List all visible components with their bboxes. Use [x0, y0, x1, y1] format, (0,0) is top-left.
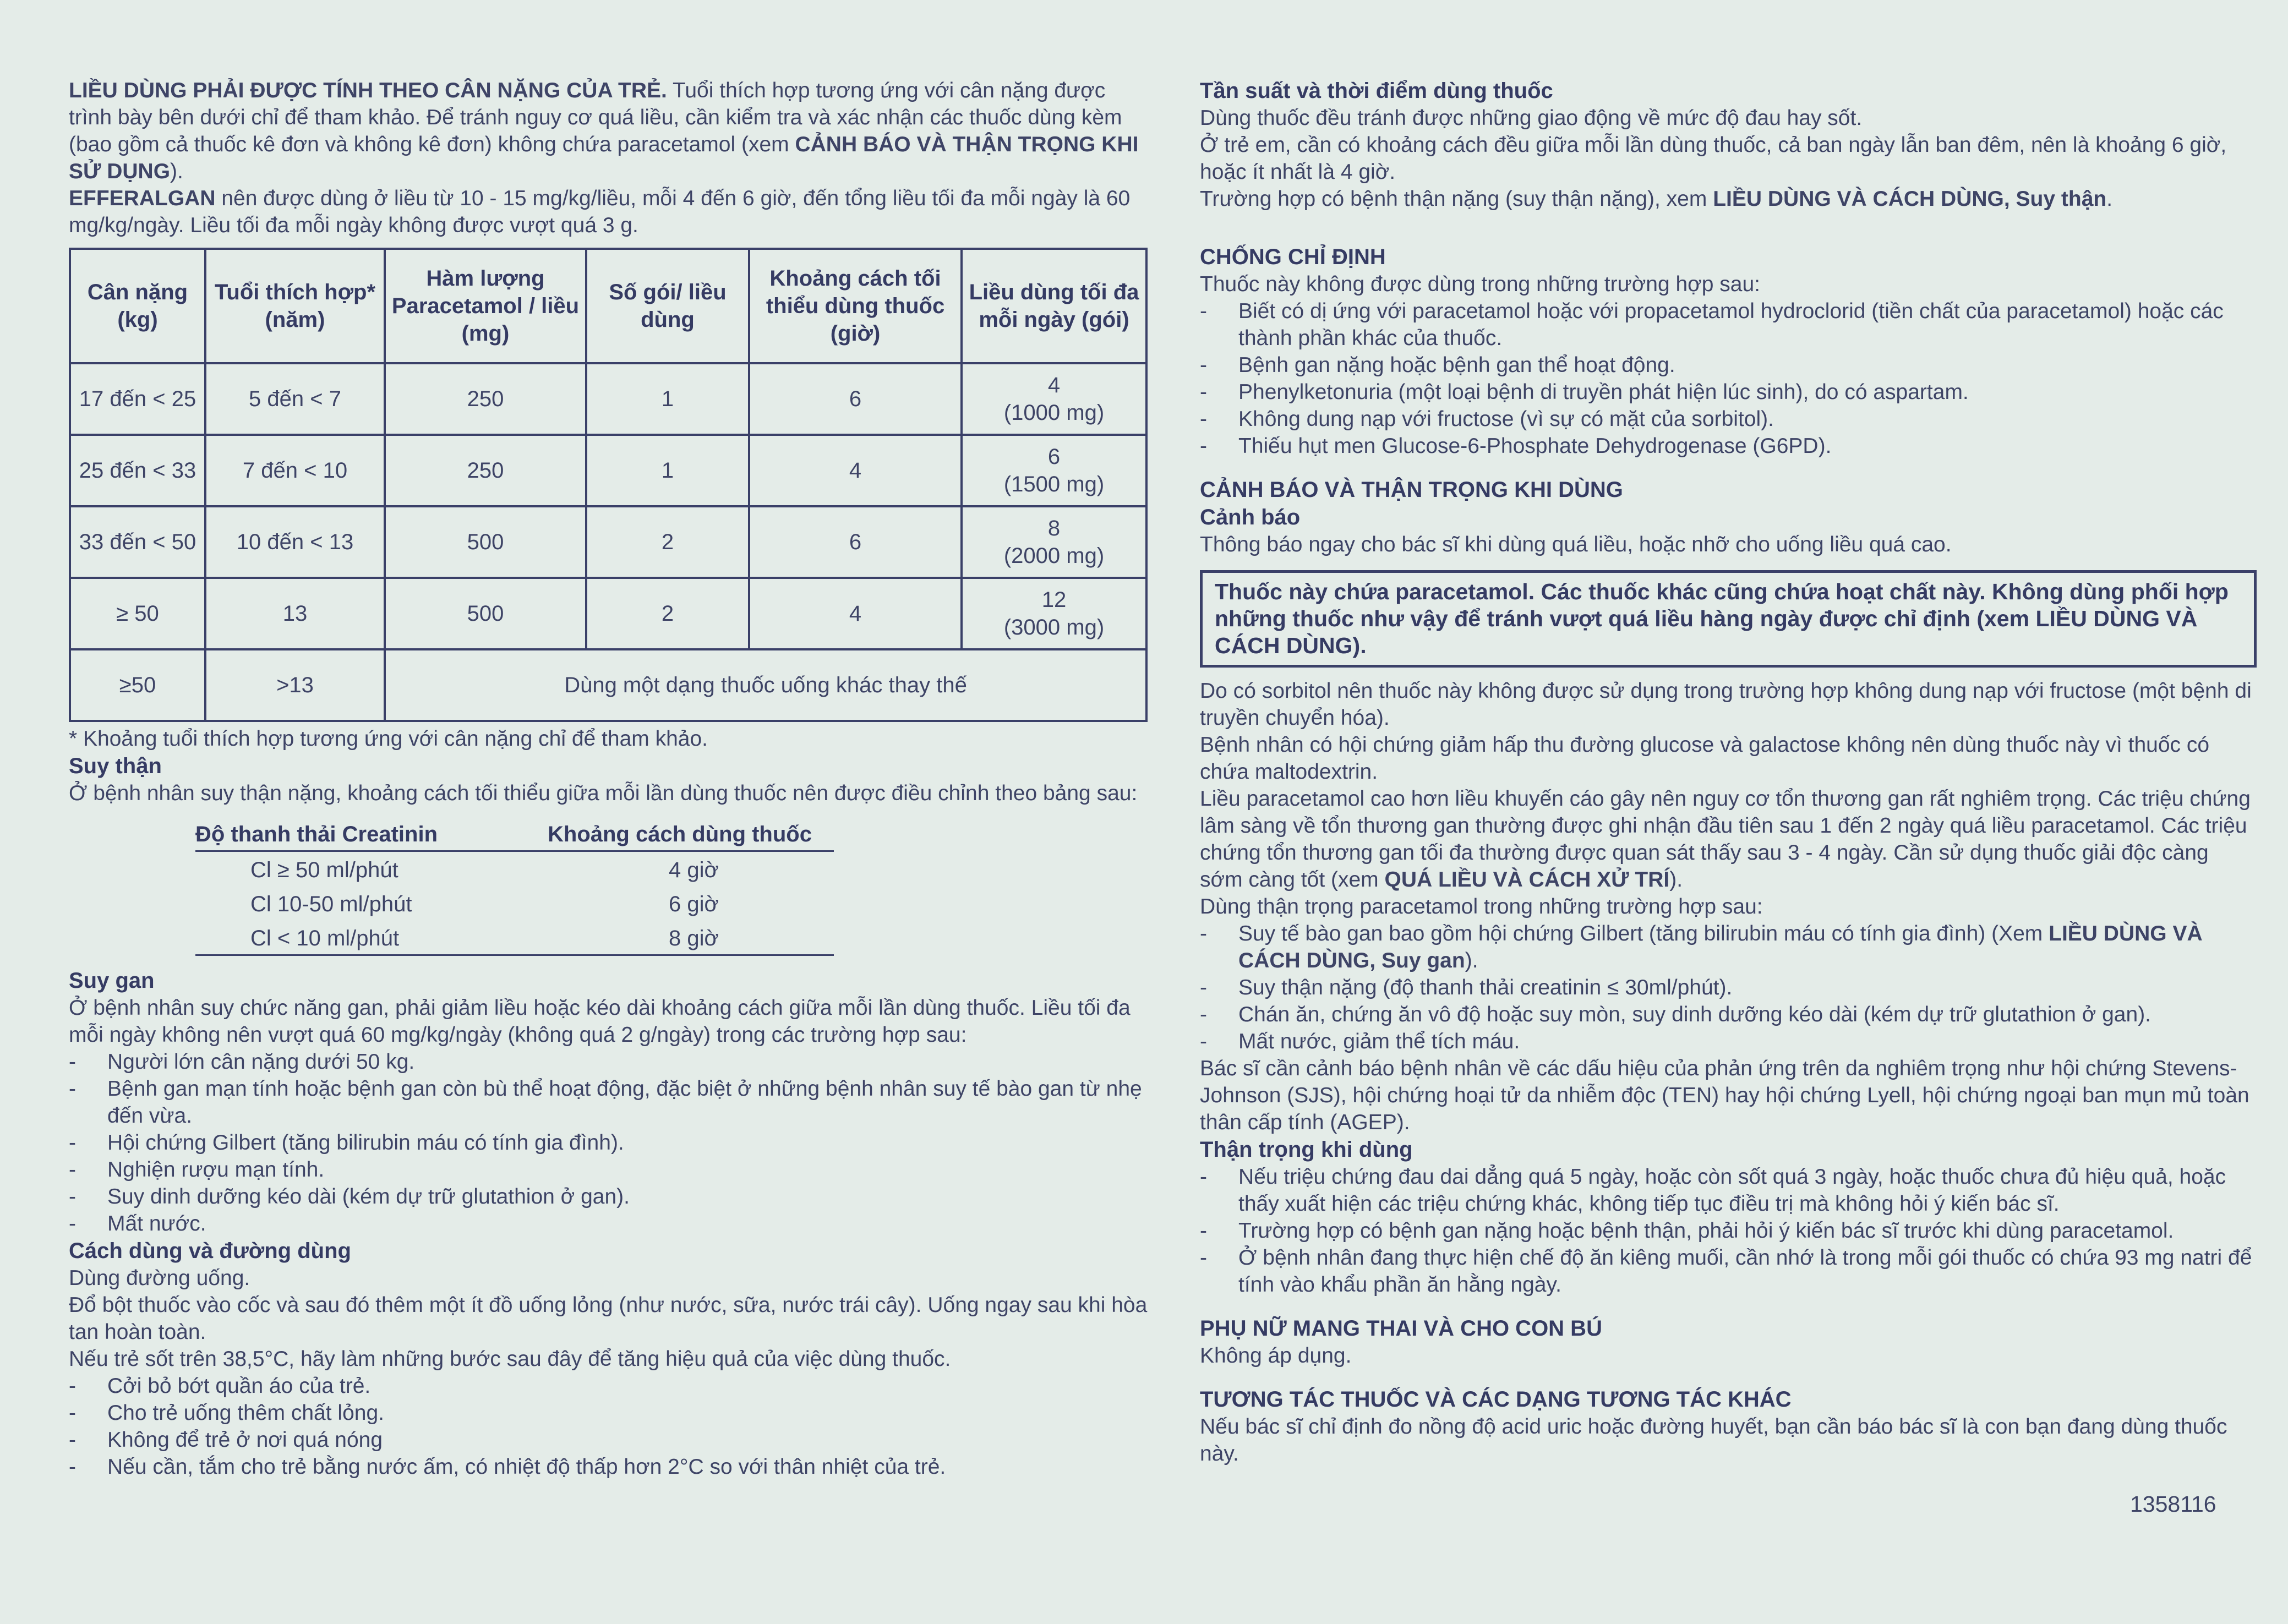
cell-age: >13 — [205, 649, 385, 721]
pregnancy-title: PHỤ NỮ MANG THAI VÀ CHO CON BÚ — [1200, 1316, 1602, 1341]
right-column — [1200, 77, 2257, 1467]
contra-title: CHỐNG CHỈ ĐỊNH — [1200, 245, 1386, 269]
list-item: - Cởi bỏ bớt quần áo của trẻ. — [69, 1373, 1148, 1399]
header-clearance: Độ thanh thải Creatinin — [195, 820, 548, 851]
list-item-text: Cho trẻ uống thêm chất lỏng. — [107, 1401, 384, 1425]
max-mg: (1000 mg) — [1003, 401, 1105, 425]
list-item: - Suy tế bào gan bao gồm hội chứng Gilbert (tăng bilirubin máu có tính gia đình) (Xem LIỀU DÙNG VÀ CÁCH DÙNG, Suy gan). — [1200, 920, 2257, 974]
list-item: - Hội chứng Gilbert (tăng bilirubin máu có tính gia đình). — [69, 1129, 1148, 1156]
usage-line1: Dùng đường uống. — [69, 1266, 250, 1290]
cell-max-daily — [962, 578, 1146, 649]
cell-strength: 500 — [385, 578, 586, 649]
cell-sachets: 1 — [586, 435, 749, 506]
caution-title: Thận trọng khi dùng — [1200, 1138, 1413, 1162]
cell-clearance: Cl < 10 ml/phút — [195, 920, 548, 955]
list-item-text: Bệnh gan mạn tính hoặc bệnh gan còn bù thể hoạt động, đặc biệt ở những bệnh nhân suy tế bào gan từ nhẹ đến vừa. — [107, 1077, 1142, 1128]
usage-line3: Nếu trẻ sốt trên 38,5°C, hãy làm những bước sau đây để tăng hiệu quả của việc dùng thuốc. — [69, 1347, 951, 1371]
cell-sachets: 1 — [586, 363, 749, 435]
efferalgan-paragraph — [69, 185, 1148, 239]
cell-interval: 6 — [749, 506, 962, 578]
cell-clearance: Cl ≥ 50 ml/phút — [250, 858, 398, 882]
item1-end: ). — [1465, 949, 1478, 972]
warnings-para2: Bệnh nhân có hội chứng giảm hấp thu đường glucose và galactose không nên dùng thuốc này vì thuốc có chứa maltodextrin. — [1200, 733, 2210, 784]
max-mg: (3000 mg) — [1003, 615, 1105, 639]
max-sachets: 12 — [1041, 588, 1067, 612]
cell-weight: 33 đến < 50 — [70, 506, 205, 578]
header-max-daily: Liều dùng tối đa mỗi ngày (gói) — [962, 249, 1146, 363]
warnings-line1: Thông báo ngay cho bác sĩ khi dùng quá liều, hoặc nhỡ cho uống liều quá cao. — [1200, 533, 1952, 556]
warnings-title: CẢNH BÁO VÀ THẬN TRỌNG KHI DÙNG — [1200, 478, 1623, 502]
list-item-text: Suy dinh dưỡng kéo dài (kém dự trữ glutathion ở gan). — [107, 1185, 630, 1209]
frequency-line1: Dùng thuốc đều tránh được những giao động về mức độ đau hay sốt. — [1200, 106, 1863, 130]
max-mg: (2000 mg) — [1003, 544, 1105, 568]
creatinine-header — [195, 820, 834, 851]
document-code: 1358116 — [2130, 1491, 2216, 1517]
intro-lead: LIỀU DÙNG PHẢI ĐƯỢC TÍNH THEO CÂN NẶNG CỦA TRẺ. — [69, 79, 667, 102]
list-item-text: Suy thận nặng (độ thanh thải creatinin ≤ 30ml/phút). — [1238, 976, 1733, 999]
list-item-text: Mất nước. — [107, 1212, 206, 1235]
list-item: - Suy thận nặng (độ thanh thải creatinin ≤ 30ml/phút). — [1200, 974, 2257, 1001]
list-item: - Người lớn cân nặng dưới 50 kg. — [69, 1048, 1148, 1075]
list-item-text: Nếu triệu chứng đau dai dẳng quá 5 ngày, hoặc còn sốt quá 3 ngày, hoặc thuốc chưa đủ hiệu quả, hoặc thấy xuất hiện các triệu chứng khác, không tiếp tục điều trị mà không hỏi ý kiến bác sĩ. — [1238, 1165, 2226, 1216]
cell-strength: 250 — [385, 363, 586, 435]
list-item-text: Mất nước, giảm thể tích máu. — [1238, 1030, 1520, 1053]
cell-weight: ≥ 50 — [70, 578, 205, 649]
header-strength: Hàm lượng Paracetamol / liều (mg) — [385, 249, 586, 363]
usage-line2: Đổ bột thuốc vào cốc và sau đó thêm một ít đồ uống lỏng (như nước, sữa, nước trái cây). Uống ngay sau khi hòa tan hoàn toàn. — [69, 1293, 1148, 1344]
list-item-text: Nghiện rượu mạn tính. — [107, 1158, 325, 1182]
product-name: EFFERALGAN — [69, 187, 216, 210]
table-row — [70, 578, 1146, 649]
intro-paragraph — [69, 77, 1148, 185]
list-item-text: Người lớn cân nặng dưới 50 kg. — [107, 1050, 415, 1074]
table-row — [195, 920, 834, 955]
list-item: - Nếu cần, tắm cho trẻ bằng nước ấm, có nhiệt độ thấp hơn 2°C so với thân nhiệt của trẻ. — [69, 1453, 1148, 1480]
frequency-ref-end: . — [2106, 187, 2113, 211]
efferalgan-text: nên được dùng ở liều từ 10 - 15 mg/kg/liều, mỗi 4 đến 6 giờ, đến tổng liều tối đa mỗi ngày là 60 mg/kg/ngày. Liều tối đa mỗi ngày không được vượt quá 3 g. — [69, 187, 1131, 237]
list-item-text: Không dung nạp với fructose (vì sự có mặt của sorbitol). — [1238, 407, 1774, 431]
warnings-para1: Do có sorbitol nên thuốc này không được sử dụng trong trường hợp không dung nạp với fructose (một bệnh di truyền chuyển hóa). — [1200, 679, 2252, 730]
item1-text: Suy tế bào gan bao gồm hội chứng Gilbert (tăng bilirubin máu có tính gia đình) (Xem — [1238, 922, 2049, 945]
creatinine-table — [195, 820, 834, 956]
cell-interval: 6 — [749, 363, 962, 435]
dosage-table-header — [70, 249, 1146, 363]
cell-max-daily — [962, 363, 1146, 435]
cell-max-daily — [962, 435, 1146, 506]
list-item: - Thiếu hụt men Glucose-6-Phosphate Dehydrogenase (G6PD). — [1200, 433, 2257, 460]
cell-alternative: Dùng một dạng thuốc uống khác thay thế — [385, 649, 1146, 721]
intro-ref: CẢNH BÁO VÀ THẬN TRỌNG KHI SỬ DỤNG — [69, 133, 1139, 183]
cell-age: 10 đến < 13 — [205, 506, 385, 578]
list-item: - Nghiện rượu mạn tính. — [69, 1156, 1148, 1183]
cell-max-daily — [962, 506, 1146, 578]
frequency-ref: LIỀU DÙNG VÀ CÁCH DÙNG, Suy thận — [1713, 187, 2107, 211]
list-item: - Suy dinh dưỡng kéo dài (kém dự trữ glutathion ở gan). — [69, 1183, 1148, 1210]
list-item-text: Hội chứng Gilbert (tăng bilirubin máu có tính gia đình). — [107, 1131, 624, 1155]
intro-ref-end: ). — [170, 160, 183, 183]
list-item: - Nếu triệu chứng đau dai dẳng quá 5 ngày, hoặc còn sốt quá 3 ngày, hoặc thuốc chưa đủ hiệu quả, hoặc thấy xuất hiện các triệu chứng khác, không tiếp tục điều trị mà không hỏi ý kiến bác sĩ. — [1200, 1163, 2257, 1217]
cell-weight: 25 đến < 33 — [70, 435, 205, 506]
max-sachets: 4 — [1047, 373, 1061, 397]
header-dosing-interval: Khoảng cách dùng thuốc — [548, 820, 834, 851]
renal-title: Suy thận — [69, 754, 162, 778]
intro-text: Tuổi thích hợp tương ứng với cân nặng được trình bày bên dưới chỉ để tham khảo. Để tránh nguy cơ quá liều, cần kiểm tra và xác nhận các thuốc dùng kèm (bao gồm cả thuốc kê đơn và không kê đơn) không chứa paracetamol (xem — [69, 79, 1122, 156]
hepatic-title: Suy gan — [69, 969, 155, 993]
list-item: - Không dung nạp với fructose (vì sự có mặt của sorbitol). — [1200, 406, 2257, 433]
list-item-text: Biết có dị ứng với paracetamol hoặc với propacetamol hydroclorid (tiền chất của paracetamol) hoặc các thành phần khác của thuốc. — [1238, 299, 2224, 350]
list-item: - Phenylketonuria (một loại bệnh di truyền phát hiện lúc sinh), do có aspartam. — [1200, 379, 2257, 406]
cell-sachets: 2 — [586, 506, 749, 578]
list-item-text: Không để trẻ ở nơi quá nóng — [107, 1428, 383, 1452]
cell-age: 7 đến < 10 — [205, 435, 385, 506]
table-row — [195, 886, 834, 920]
warnings-subtitle: Cảnh báo — [1200, 505, 1301, 529]
hepatic-text: Ở bệnh nhân suy chức năng gan, phải giảm liều hoặc kéo dài khoảng cách giữa mỗi lần dùng thuốc. Liều tối đa mỗi ngày không nên vượt quá 60 mg/kg/ngày (không quá 2 g/ngày) trong các trường hợp sau: — [69, 996, 1131, 1047]
list-item: - Ở bệnh nhân đang thực hiện chế độ ăn kiêng muối, cần nhớ là trong mỗi gói thuốc có chứa 93 mg natri để tính vào khẩu phần ăn hằng ngày. — [1200, 1244, 2257, 1298]
table-footnote: * Khoảng tuổi thích hợp tương ứng với cân nặng chỉ để tham khảo. — [69, 727, 708, 751]
list-item-text: Trường hợp có bệnh gan nặng hoặc bệnh thận, phải hỏi ý kiến bác sĩ trước khi dùng paracetamol. — [1238, 1219, 2174, 1243]
cell-strength: 250 — [385, 435, 586, 506]
frequency-line3 — [1200, 185, 2257, 212]
frequency-title: Tần suất và thời điểm dùng thuốc — [1200, 79, 1553, 103]
list-item-text: Cởi bỏ bớt quần áo của trẻ. — [107, 1374, 371, 1398]
dosage-table — [69, 248, 1148, 722]
list-item-text: Chán ăn, chứng ăn vô độ hoặc suy mòn, suy dinh dưỡng kéo dài (kém dự trữ glutathion ở gan). — [1238, 1003, 2152, 1026]
cell-weight: 17 đến < 25 — [70, 363, 205, 435]
list-item: - Bệnh gan nặng hoặc bệnh gan thể hoạt động. — [1200, 352, 2257, 379]
list-item-text — [1238, 920, 2257, 974]
header-age: Tuổi thích hợp* (năm) — [205, 249, 385, 363]
warnings-para3 — [1200, 785, 2257, 893]
list-item-text: Bệnh gan nặng hoặc bệnh gan thể hoạt động. — [1238, 353, 1675, 377]
list-item-text: Phenylketonuria (một loại bệnh di truyền phát hiện lúc sinh), do có aspartam. — [1238, 380, 1969, 404]
list-item: - Mất nước. — [69, 1210, 1148, 1237]
warnings-para5: Bác sĩ cần cảnh báo bệnh nhân về các dấu hiệu của phản ứng trên da nghiêm trọng như hội chứng Stevens-Johnson (SJS), hội chứng hoại tử da nhiễm độc (TEN) hay hội chứng Lyell, hội chứng ngoại ban mụn mủ toàn thân cấp tính (AGEP). — [1200, 1057, 2249, 1134]
list-item: - Mất nước, giảm thể tích máu. — [1200, 1028, 2257, 1055]
list-item-text: Thiếu hụt men Glucose-6-Phosphate Dehydrogenase (G6PD). — [1238, 434, 1832, 458]
max-mg: (1500 mg) — [1003, 472, 1105, 496]
overdose-ref: QUÁ LIỀU VÀ CÁCH XỬ TRÍ — [1384, 868, 1670, 892]
para3-text: Liều paracetamol cao hơn liều khuyến cáo gây nên nguy cơ tổn thương gan rất nghiêm trọng. Các triệu chứng lâm sàng về tổn thương gan thường được ghi nhận đầu tiên sau 1 đến 2 ngày quá liều paracetamol. Các triệu chứng tổn thương gan tối đa thường được quan sát thấy sau 3 - 4 ngày. Cần sử dụng thuốc giải độc càng sớm càng tốt (xem — [1200, 787, 2251, 892]
table-row — [70, 506, 1146, 578]
table-row — [195, 851, 834, 887]
table-row — [70, 435, 1146, 506]
interactions-text: Nếu bác sĩ chỉ định đo nồng độ acid uric hoặc đường huyết, bạn cần báo bác sĩ là con bạn đang dùng thuốc này. — [1200, 1415, 2227, 1466]
pregnancy-text: Không áp dụng. — [1200, 1344, 1352, 1368]
cell-strength: 500 — [385, 506, 586, 578]
interactions-title: TƯƠNG TÁC THUỐC VÀ CÁC DẠNG TƯƠNG TÁC KHÁC — [1200, 1387, 1792, 1412]
max-sachets: 6 — [1047, 445, 1061, 469]
table-row — [70, 649, 1146, 721]
max-sachets: 8 — [1047, 516, 1061, 540]
cell-age: 13 — [205, 578, 385, 649]
cell-sachets: 2 — [586, 578, 749, 649]
cell-interval: 4 giờ — [669, 858, 719, 882]
header-interval: Khoảng cách tối thiểu dùng thuốc (giờ) — [749, 249, 962, 363]
warnings-para4: Dùng thận trọng paracetamol trong những trường hợp sau: — [1200, 895, 1763, 918]
item1-ref: LIỀU DÙNG VÀ CÁCH DÙNG, Suy gan — [1238, 922, 2203, 972]
header-sachets: Số gói/ liều dùng — [586, 249, 749, 363]
cell-interval: 8 giờ — [548, 920, 834, 955]
cell-weight: ≥50 — [70, 649, 205, 721]
cell-clearance: Cl 10-50 ml/phút — [250, 892, 412, 916]
list-item: - Không để trẻ ở nơi quá nóng — [69, 1426, 1148, 1453]
cell-interval: 4 — [749, 578, 962, 649]
left-column — [69, 77, 1148, 1480]
frequency-line3-text: Trường hợp có bệnh thận nặng (suy thận nặng), xem — [1200, 187, 1713, 211]
cell-interval: 4 — [749, 435, 962, 506]
usage-title: Cách dùng và đường dùng — [69, 1239, 351, 1263]
cell-age: 5 đến < 7 — [205, 363, 385, 435]
list-item-text: Nếu cần, tắm cho trẻ bằng nước ấm, có nhiệt độ thấp hơn 2°C so với thân nhiệt của trẻ. — [107, 1455, 946, 1479]
table-row — [70, 363, 1146, 435]
header-weight: Cân nặng (kg) — [70, 249, 205, 363]
contra-intro: Thuốc này không được dùng trong những trường hợp sau: — [1200, 272, 1760, 296]
list-item: - Trường hợp có bệnh gan nặng hoặc bệnh thận, phải hỏi ý kiến bác sĩ trước khi dùng paracetamol. — [1200, 1217, 2257, 1244]
list-item: - Cho trẻ uống thêm chất lỏng. — [69, 1399, 1148, 1426]
renal-text: Ở bệnh nhân suy thận nặng, khoảng cách tối thiểu giữa mỗi lần dùng thuốc nên được điều chỉnh theo bảng sau: — [69, 781, 1138, 805]
list-item-text: Ở bệnh nhân đang thực hiện chế độ ăn kiêng muối, cần nhớ là trong mỗi gói thuốc có chứa 93 mg natri để tính vào khẩu phần ăn hằng ngày. — [1238, 1246, 2252, 1297]
cell-interval: 6 giờ — [669, 892, 719, 916]
list-item: - Bệnh gan mạn tính hoặc bệnh gan còn bù thể hoạt động, đặc biệt ở những bệnh nhân suy tế bào gan từ nhẹ đến vừa. — [69, 1075, 1148, 1129]
list-item: - Biết có dị ứng với paracetamol hoặc với propacetamol hydroclorid (tiền chất của paracetamol) hoặc các thành phần khác của thuốc. — [1200, 298, 2257, 352]
frequency-line2: Ở trẻ em, cần có khoảng cách đều giữa mỗi lần dùng thuốc, cả ban ngày lẫn ban đêm, nên là khoảng 6 giờ, hoặc ít nhất là 4 giờ. — [1200, 133, 2227, 184]
list-item: - Chán ăn, chứng ăn vô độ hoặc suy mòn, suy dinh dưỡng kéo dài (kém dự trữ glutathion ở gan). — [1200, 1001, 2257, 1028]
para3-end: ). — [1669, 868, 1683, 892]
paracetamol-warning-box: Thuốc này chứa paracetamol. Các thuốc khác cũng chứa hoạt chất này. Không dùng phối hợp những thuốc như vậy để tránh vượt quá liều hàng ngày được chỉ định (xem LIỀU DÙNG VÀ CÁCH DÙNG). — [1200, 570, 2257, 668]
